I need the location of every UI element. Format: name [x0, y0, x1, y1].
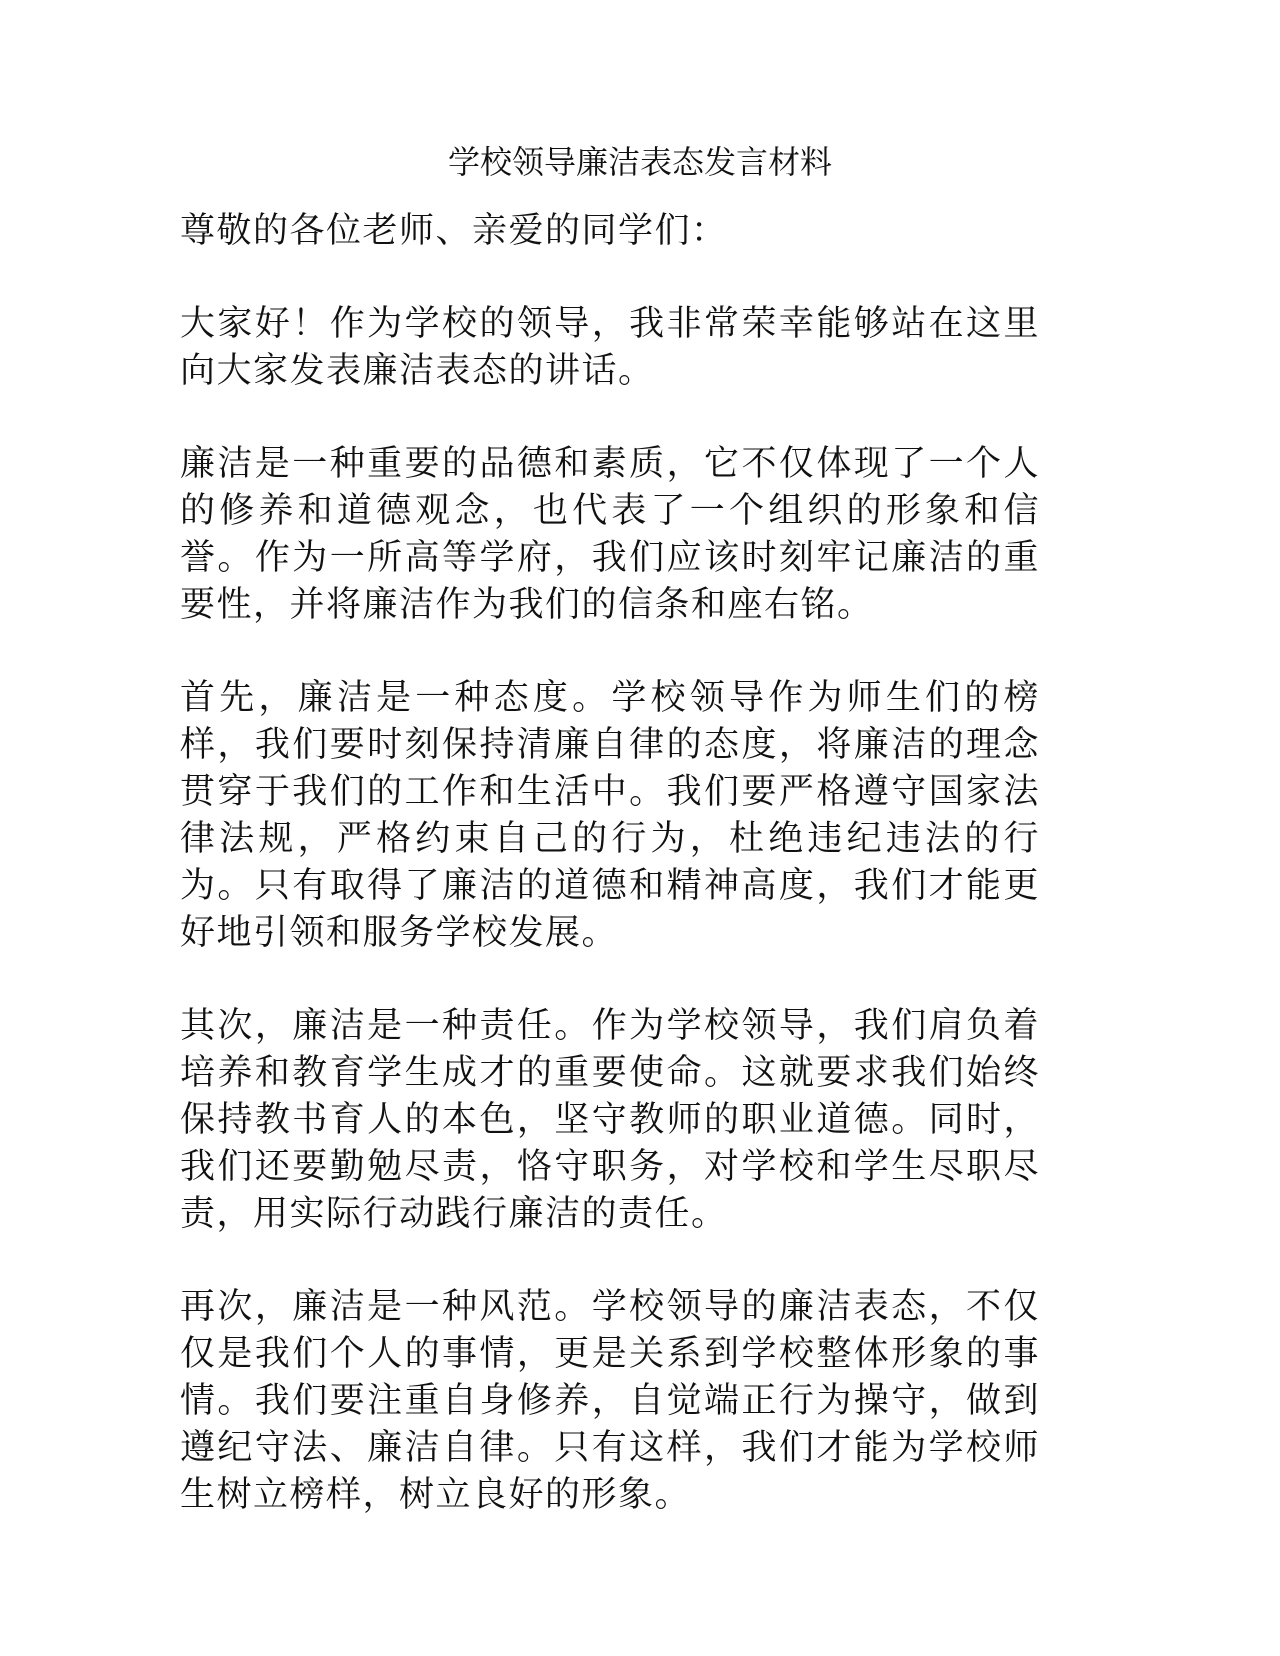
document-body	[180, 208, 1040, 1565]
paragraph-demeanor: 再次，廉洁是一种风范。学校领导的廉洁表态，不仅仅是我们个人的事情，更是关系到学校整体形象的事情。我们要注重自身修养，自觉端正行为操守，做到遵纪守法、廉洁自律。只有这样，我们才能为学校师生树立榜样，树立良好的形象。	[180, 1287, 1040, 1515]
paragraph-importance: 廉洁是一种重要的品德和素质，它不仅体现了一个人的修养和道德观念，也代表了一个组织的形象和信誉。作为一所高等学府，我们应该时刻牢记廉洁的重要性，并将廉洁作为我们的信条和座右铭。	[180, 444, 1040, 625]
paragraph-attitude: 首先，廉洁是一种态度。学校领导作为师生们的榜样，我们要时刻保持清廉自律的态度，将廉洁的理念贯穿于我们的工作和生活中。我们要严格遵守国家法律法规，严格约束自己的行为，杜绝违纪违法的行为。只有取得了廉洁的道德和精神高度，我们才能更好地引领和服务学校发展。	[180, 678, 1040, 953]
salutation: 尊敬的各位老师、亲爱的同学们：	[180, 211, 728, 251]
paragraph-responsibility: 其次，廉洁是一种责任。作为学校领导，我们肩负着培养和教育学生成才的重要使命。这就要求我们始终保持教书育人的本色，坚守教师的职业道德。同时，我们还要勤勉尽责，恪守职务，对学校和学生尽职尽责，用实际行动践行廉洁的责任。	[180, 1006, 1040, 1234]
document-title: 学校领导廉洁表态发言材料	[447, 143, 832, 181]
paragraph-greeting: 大家好！作为学校的领导，我非常荣幸能够站在这里向大家发表廉洁表态的讲话。	[180, 304, 1040, 391]
